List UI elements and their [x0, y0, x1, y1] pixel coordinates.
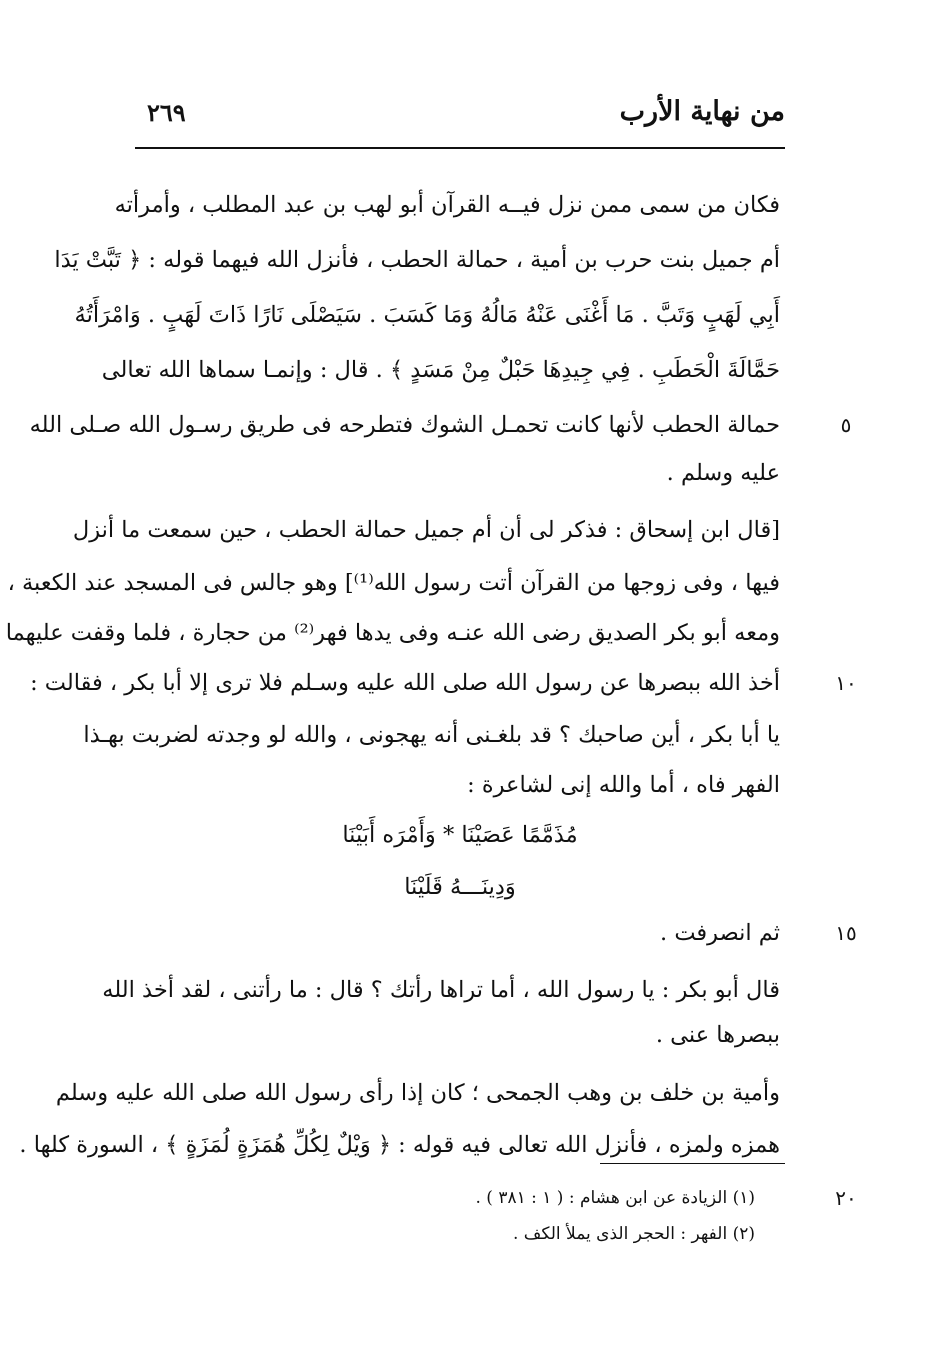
running-title: من نهاية الأرب: [619, 96, 785, 127]
text-line: حمالة الحطب لأنها كانت تحمـل الشوك فتطرحه فى طريق رسـول الله صـلى الله: [29, 412, 780, 438]
line-number: ٥: [840, 413, 852, 437]
footnote-rule: [600, 1163, 785, 1164]
header-rule: [135, 147, 785, 149]
text-line: ببصرها عنى .: [655, 1022, 780, 1048]
verse-line: مُذَمَّمًا عَصَيْنَا * وَأَمْرَه أَبَيْنَا: [342, 822, 578, 848]
text-line: ومعه أبو بكر الصديق رضى الله عنـه وفى يدها فهر⁽²⁾ من حجارة ، فلما وقفت عليهما: [5, 620, 780, 646]
text-line: حَمَّالَةَ الْحَطَبِ . فِي جِيدِهَا حَبْلٌ مِنْ مَسَدٍ ﴾ . قال : وإنمـا سماها الله تعالى: [101, 357, 780, 383]
footnote: (١) الزيادة عن ابن هشام : ( ١ : ٣٨١ ) .: [475, 1188, 755, 1208]
verse-line: وَدِينَـــهُ قَلَيْنَا: [404, 874, 516, 900]
text-line: عليه وسلم .: [666, 460, 780, 486]
text-line: الفهر فاه ، أما والله إنى لشاعرة :: [467, 772, 780, 798]
text-line: أم جميل بنت حرب بن أمية ، حمالة الحطب ، فأنزل الله فيهما قوله : ﴿ تَبَّتْ يَدَا: [54, 247, 780, 273]
text-line: يا أبا بكر ، أين صاحبك ؟ قد بلغـنى أنه يهجونى ، والله لو وجدته لضربت بهـذا: [83, 722, 780, 748]
footnote: (٢) الفهر : الحجر الذى يملأ الكف .: [512, 1224, 755, 1244]
text-line: فكان من سمى ممن نزل فيــه القرآن أبو لهب بن عبد المطلب ، وأمرأته: [114, 192, 780, 218]
text-line: أَبِي لَهَبٍ وَتَبَّ . مَا أَغْنَى عَنْهُ مَالُهُ وَمَا كَسَبَ . سَيَصْلَى نَارًا ذَاتَ لَهَبٍ . وَامْرَأَتُهُ: [74, 302, 780, 328]
line-number: ١٠: [835, 671, 857, 695]
text-line: فيها ، وفى زوجها من القرآن أتت رسول الله⁽¹⁾] وهو جالس فى المسجد عند الكعبة ،: [7, 570, 780, 596]
text-line: همزه ولمزه ، فأنزل الله تعالى فيه قوله : ﴿ وَيْلٌ لِكُلِّ هُمَزَةٍ لُمَزَةٍ ﴾ ، السورة كلها .: [19, 1132, 780, 1158]
text-line: أخذ الله ببصرها عن رسول الله صلى الله عليه وسـلم فلا ترى إلا أبا بكر ، فقالت :: [30, 670, 780, 696]
line-number: ٢٠: [835, 1186, 857, 1210]
text-line: ثم انصرفت .: [660, 920, 780, 946]
text-line: وأمية بن خلف بن وهب الجمحى ؛ كان إذا رأى رسول الله صلى الله عليه وسلم: [55, 1080, 780, 1106]
text-line: [قال ابن إسحاق : فذكر لى أن أم جميل حمالة الحطب ، حين سمعت ما أنزل: [72, 517, 780, 543]
line-number: ١٥: [835, 921, 857, 945]
text-line: قال أبو بكر : يا رسول الله ، أما تراها رأتك ؟ قال : ما رأتنى ، لقد أخذ الله: [102, 977, 780, 1003]
page-number: ٢٦٩: [147, 98, 186, 127]
page-header: [135, 92, 785, 138]
